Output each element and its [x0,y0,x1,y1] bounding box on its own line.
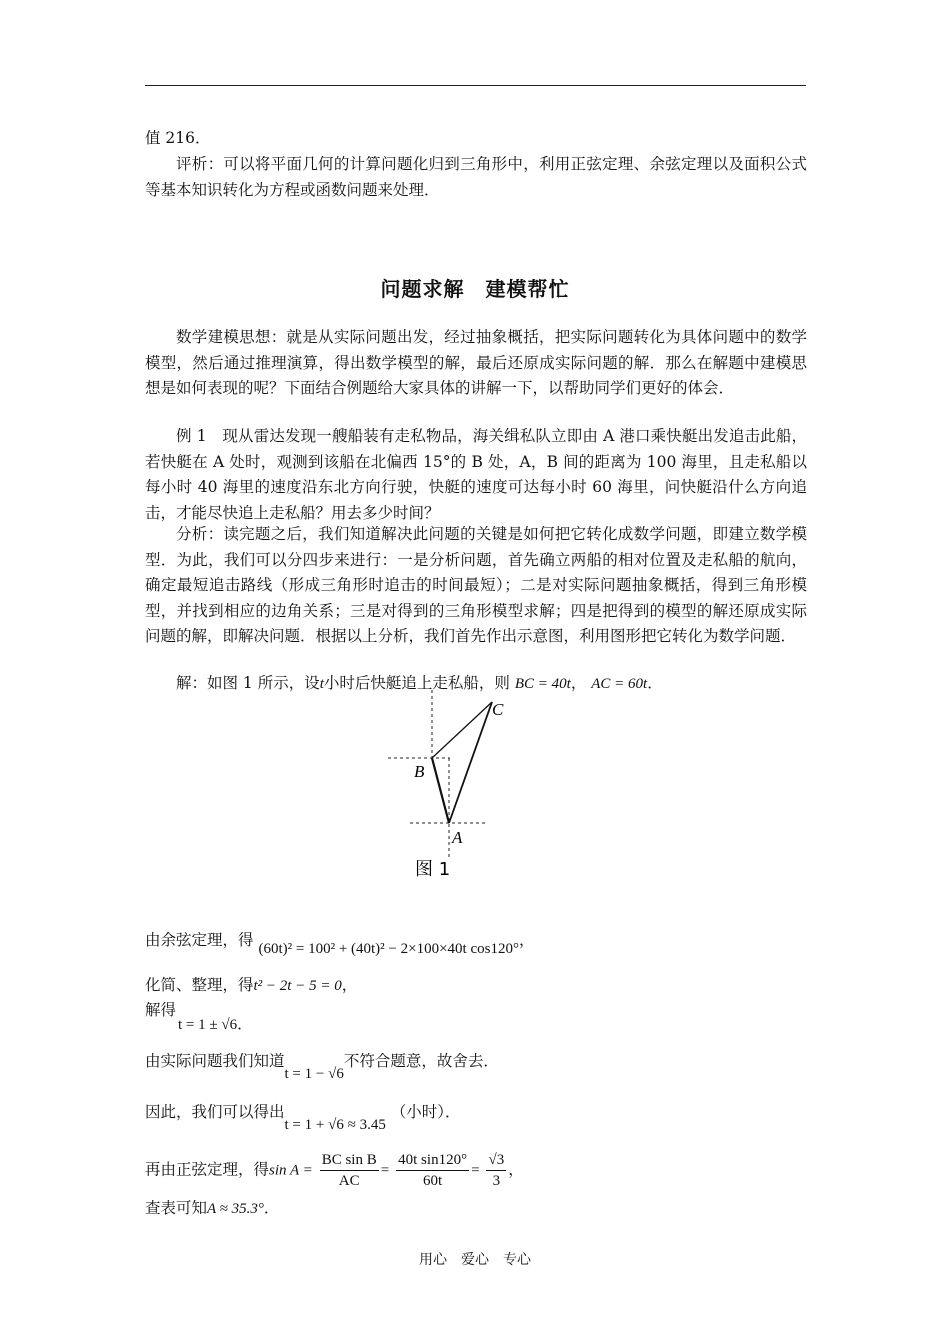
step-reject [145,1049,499,1082]
side-ac [449,702,492,823]
header-rule [145,85,806,86]
step4-end: 不符合题意，故舍去． [343,1052,499,1070]
step2-equation: t² − 2t − 5 = 0 [253,978,342,994]
fraction-1-den: AC [338,1173,360,1189]
step6-text: 再由正弦定理，得 [145,1160,270,1179]
step4-equation: t = 1 − √6 [284,1066,344,1082]
step-result [145,1100,461,1133]
fraction-3-den: 3 [492,1173,501,1189]
step-simplify [145,973,357,995]
step-solve-label [145,998,176,1020]
fraction-3 [486,1150,506,1191]
solution-text-2: 小时后快艇追上走私船，则 [323,674,510,692]
step1-end: ， [518,931,535,949]
step-lookup [145,1196,279,1218]
fraction-2-num: 40t sin120° [396,1150,469,1171]
fraction-1-num: BC sin B [320,1150,379,1171]
eq-bc: BC = 40t [514,676,571,692]
eq-end: ． [647,674,663,692]
page-footer: 用心 爱心 专心 [419,1252,531,1268]
fraction-1 [320,1150,379,1191]
label-b: B [414,762,425,781]
step1-equation: (60t)² = 100² + (40t)² − 2×100×40t cos120° [258,941,519,957]
figure-1 [380,690,530,890]
step3-equation: t = 1 ± √6 [178,1017,238,1033]
step5-text: 因此，我们可以得出 [145,1103,285,1121]
step7-equation: A ≈ 35.3° [207,1201,264,1217]
eq-ac: AC = 60t [591,676,648,692]
figure-caption: 图 1 [415,859,451,880]
var-t: t [319,676,324,692]
step5-end: （小时）． [390,1103,461,1121]
eq-separator: ， [570,674,587,692]
fraction-2 [396,1150,469,1191]
step4-text: 由实际问题我们知道 [145,1052,285,1070]
example-paragraph: 例 1 现从雷达发现一艘船装有走私物品，海关缉私队立即由 A 港口乘快艇出发追击此船，若快艇在 A 处时，观测到该船在北偏西 15°的 B 处，A，B 间的距离为 100 海里，且走私船以每小时 40 海里的速度沿东北方向行驶，快艇的速度可达每小时 60 海里，问快艇沿什么方向追击，才能尽快追上走私船？用去多少时间？ [145,427,807,522]
step-solve [178,1012,253,1034]
fraction-2-den: 60t [423,1173,443,1189]
step6-lhs: sin A = [269,1162,313,1179]
step7-text: 查表可知 [145,1199,208,1217]
step1-text: 由余弦定理，得 [145,931,254,949]
step-cosine [145,928,535,957]
fraction-3-num: √3 [486,1150,506,1171]
step5-equation: t = 1 + √6 ≈ 3.45 [284,1117,386,1133]
step6-end: ， [508,1160,524,1179]
section-title: 问题求解 建模帮忙 [380,277,570,301]
intro-paragraph: 数学建模思想：就是从实际问题出发，经过抽象概括，把实际问题转化为具体问题中的数学模型，然后通过推理演算，得出数学模型的解，最后还原成实际问题的解．那么在解题中建模思想是如何表现的呢？下面结合例题给大家具体的讲解一下，以帮助同学们更好的体会． [145,328,807,397]
step3-end: ． [237,1015,253,1033]
analysis-paragraph: 分析：读完题之后，我们知道解决此问题的关键是如何把它转化成数学问题，即建立数学模型．为此，我们可以分四步来进行：一是分析问题，首先确立两船的相对位置及走私船的航向，确定最短追击路线（形成三角形时追击的时间最短）；二是对实际问题抽象概括，得到三角形模型，并找到相应的边角关系；三是对得到的三角形模型求解；四是把得到的模型的解还原成实际问题的解，即解决问题．根据以上分析，我们首先作出示意图，利用图形把它转化为数学问题． [145,525,807,645]
step2-text: 化简、整理，得 [145,976,254,994]
continued-line: 值 216． [145,129,211,147]
step6-eq2: = [471,1162,480,1179]
step2-end: ， [341,976,358,994]
label-a: A [452,828,463,847]
step7-end: ． [263,1199,280,1217]
step3-text: 解得 [145,1001,177,1019]
label-c: C [492,700,504,719]
side-ab [432,758,449,823]
comment-paragraph: 评析：可以将平面几何的计算问题化归到三角形中，利用正弦定理、余弦定理以及面积公式等基本知识转化为方程或函数问题来处理． [145,155,807,199]
solution-text: 解：如图 1 所示，设 [176,674,320,692]
step-sine [145,1150,524,1191]
step6-eq: = [380,1162,390,1179]
